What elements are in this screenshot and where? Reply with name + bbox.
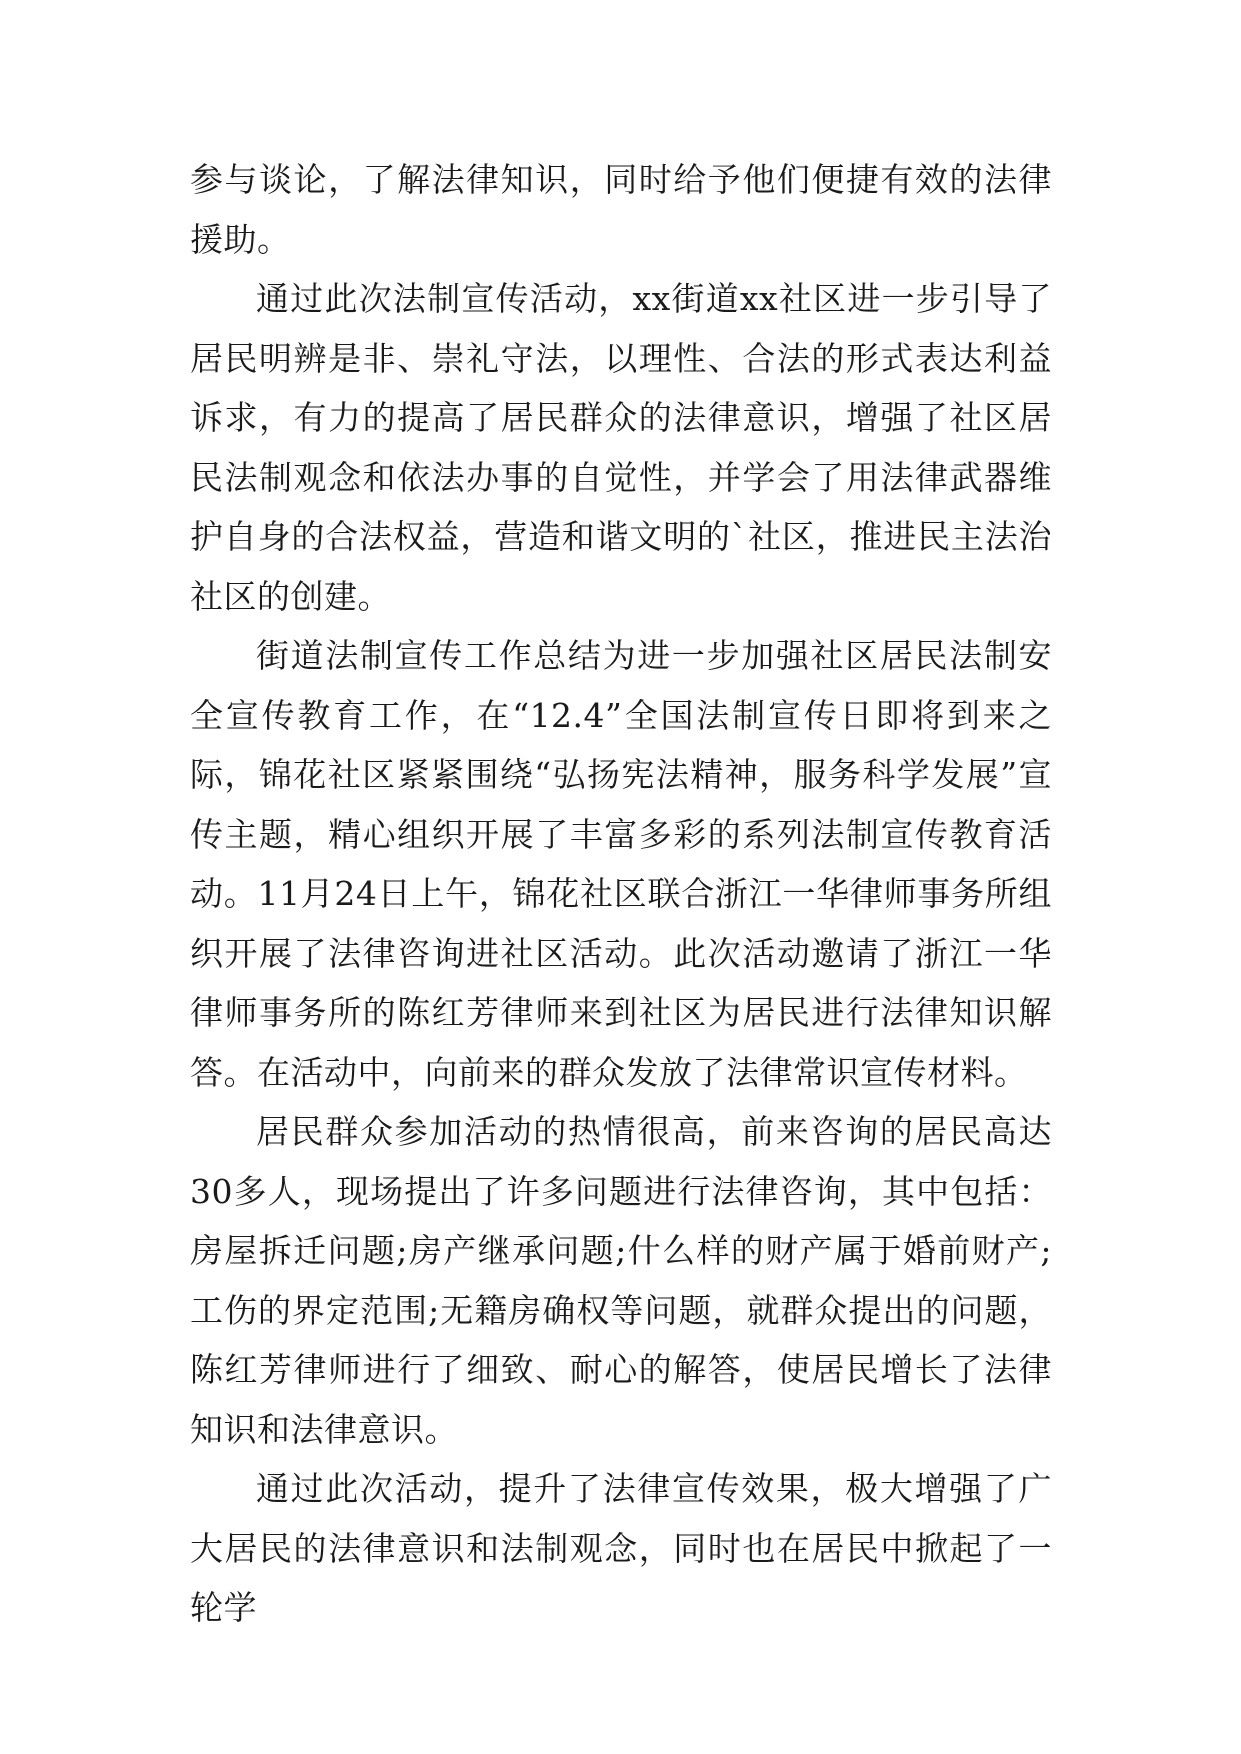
paragraph-2: 通过此次法制宣传活动，xx街道xx社区进一步引导了居民明辨是非、崇礼守法，以理性、合法的形式表达利益诉求，有力的提高了居民群众的法律意识，增强了社区居民法制观念和依法办事的自觉性，并学会了用法律武器维护自身的合法权益，营造和谐文明的`社区，推进民主法治社区的创建。 bbox=[190, 279, 1052, 616]
paragraph-3: 街道法制宣传工作总结为进一步加强社区居民法制安全宣传教育工作，在“12.4”全国法制宣传日即将到来之际，锦花社区紧紧围绕“弘扬宪法精神，服务科学发展”宣传主题，精心组织开展了丰富多彩的系列法制宣传教育活动。11月24日上午，锦花社区联合浙江一华律师事务所组织开展了法律咨询进社区活动。此次活动邀请了浙江一华律师事务所的陈红芳律师来到社区为居民进行法律知识解答。在活动中，向前来的群众发放了法律常识宣传材料。 bbox=[190, 636, 1052, 1092]
paragraph-5: 通过此次活动，提升了法律宣传效果，极大增强了广大居民的法律意识和法制观念，同时也在居民中掀起了一轮学 bbox=[190, 1469, 1052, 1627]
paragraph-4: 居民群众参加活动的热情很高，前来咨询的居民高达30多人，现场提出了许多问题进行法律咨询，其中包括：房屋拆迁问题;房产继承问题;什么样的财产属于婚前财产;工伤的界定范围;无籍房确权等问题，就群众提出的问题，陈红芳律师进行了细致、耐心的解答，使居民增长了法律知识和法律意识。 bbox=[190, 1112, 1052, 1449]
document-body bbox=[190, 150, 1052, 1638]
paragraph-1: 参与谈论，了解法律知识，同时给予他们便捷有效的法律援助。 bbox=[190, 160, 1052, 259]
